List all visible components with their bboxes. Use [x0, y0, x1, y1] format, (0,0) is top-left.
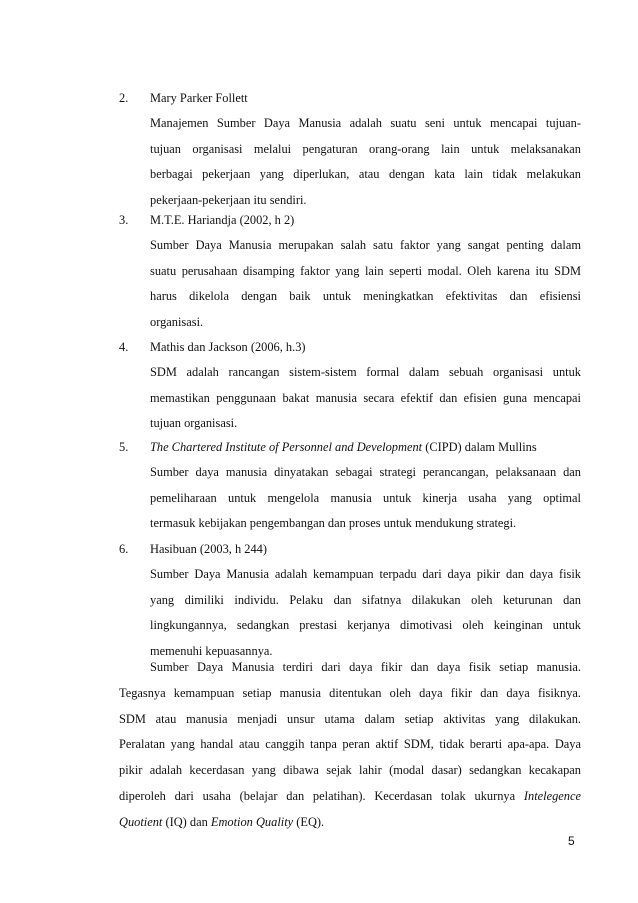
paragraph-italic: Quotient [119, 814, 163, 829]
item-title: Hasibuan (2003, h 244) [150, 541, 268, 556]
body-line: organisasi. [150, 314, 204, 329]
paragraph-italic: Emotion Quality [210, 814, 294, 829]
list-item-5 [119, 434, 581, 537]
paragraph-line: Tegasnya kemampuan setiap manusia ditentukan oleh daya fikir dan daya fisiknya. [119, 685, 581, 700]
item-title-rest: (CIPD) dalam Mullins [422, 439, 537, 454]
body-line: Manajemen Sumber Daya Manusia adalah suatu seni untuk mencapai tujuan- [150, 116, 581, 130]
list-item-3 [119, 207, 581, 335]
paragraph-line-text: diperoleh dari usaha (belajar dan pelatihan). Kecerdasan tolak ukurnya [119, 788, 524, 803]
paragraph-line: SDM atau manusia menjadi unsur utama dalam setiap aktivitas yang dilakukan. [119, 711, 581, 726]
body-line: lingkungannya, sedangkan prestasi kerjanya dimotivasi oleh keinginan untuk [150, 618, 581, 632]
body-line: yang dimiliki individu. Pelaku dan sifatnya dilakukan oleh keturunan dan [150, 592, 581, 607]
body-line: SDM adalah rancangan sistem-sistem formal dalam sebuah organisasi untuk [150, 365, 581, 379]
body-line: Sumber Daya Manusia merupakan salah satu faktor yang sangat penting dalam [150, 238, 581, 252]
paragraph-line: Peralatan yang handal atau canggih tanpa peran aktif SDM, tidak berarti apa-apa. Daya [119, 737, 581, 752]
item-number: 6. [119, 541, 129, 556]
body-line: Sumber Daya Manusia adalah kemampuan terpadu dari daya pikir dan daya fisik [150, 567, 581, 581]
item-title: Mary Parker Follett [150, 90, 248, 105]
paragraph-line: Sumber Daya Manusia terdiri dari daya fikir dan daya fisik setiap manusia. [150, 660, 581, 674]
page-number: 5 [568, 834, 575, 848]
body-line: tujuan organisasi melalui pengaturan orang-orang lain untuk melaksanakan [150, 141, 581, 156]
item-body [150, 562, 581, 664]
item-title: M.T.E. Hariandja (2002, h 2) [150, 212, 295, 227]
item-number: 5. [119, 439, 129, 454]
list-item-2 [119, 85, 581, 213]
item-number: 2. [119, 90, 129, 105]
paragraph-line: pikir adalah kecerdasan yang dibawa sejak lahir (modal dasar) sedangkan kecakapan [119, 763, 581, 778]
body-line: Sumber daya manusia dinyatakan sebagai strategi perancangan, pelaksanaan dan [150, 465, 581, 479]
item-body [150, 460, 581, 537]
paragraph-line-text: (IQ) dan [162, 814, 211, 829]
paragraph-italic: Intelegence [523, 788, 581, 803]
body-line: tujuan organisasi. [150, 416, 238, 430]
item-body [150, 111, 581, 213]
body-line: suatu perusahaan disamping faktor yang lain seperti modal. Oleh karena itu SDM [150, 263, 581, 278]
item-body [150, 360, 581, 437]
body-paragraph [119, 660, 581, 841]
item-number: 3. [119, 212, 129, 227]
item-number: 4. [119, 339, 129, 354]
list-item-4 [119, 334, 581, 437]
body-line: memastikan penggunaan bakat manusia secara efektif dan efisien guna mencapai [150, 390, 581, 405]
body-line: harus dikelola dengan baik untuk meningkatkan efektivitas dan efisiensi [150, 289, 581, 303]
body-line: pemeliharaan untuk mengelola manusia untuk kinerja usaha yang optimal [150, 490, 581, 505]
body-line: pekerjaan-pekerjaan itu sendiri. [150, 192, 307, 207]
body-line: memenuhi kepuasannya. [150, 643, 273, 658]
list-item-6 [119, 536, 581, 664]
item-title-italic: The Chartered Institute of Personnel and Development [150, 439, 423, 454]
body-line: berbagai pekerjaan yang diperlukan, atau dengan kata lain tidak melakukan [150, 167, 581, 181]
paragraph-line-text: (EQ). [293, 814, 325, 829]
paragraph-line [119, 815, 581, 841]
item-title [150, 440, 581, 455]
paragraph-line [119, 789, 581, 815]
item-title: Mathis dan Jackson (2006, h.3) [150, 339, 306, 354]
body-line: termasuk kebijakan pengembangan dan proses untuk mendukung strategi. [150, 516, 517, 530]
item-body [150, 233, 581, 335]
